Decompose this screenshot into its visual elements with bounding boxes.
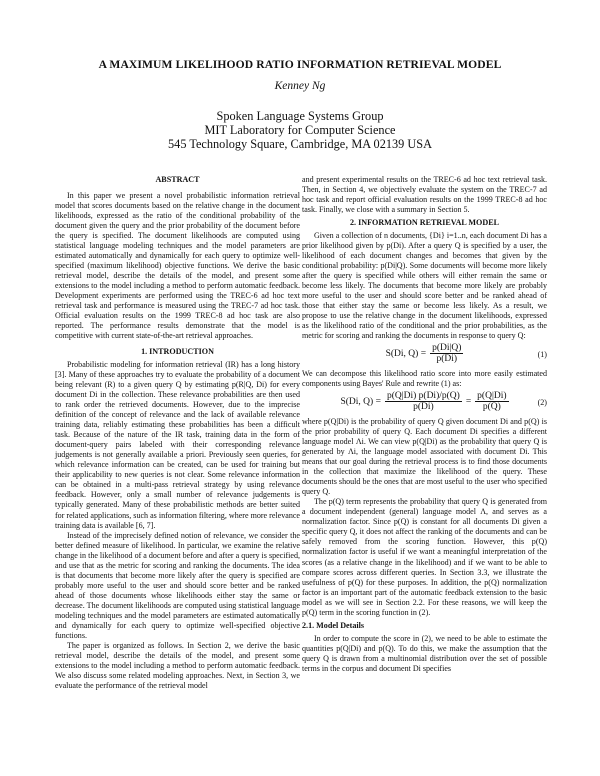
affiliation-line-3: 545 Technology Square, Cambridge, MA 02139 USA <box>168 137 432 151</box>
subsection-paragraph: In order to compute the score in (2), we need to be able to estimate the quantities p(Q|Di) and p(Q). To do this, we make the assumption that the query Q is drawn from a multinomial distribution over the set of possible terms in the corpus and document Di specifies <box>302 633 547 673</box>
eq2-lhs: S(Di, Q) = <box>340 396 381 407</box>
intro-paragraph-3: The paper is organized as follows. In Section 2, we derive the basic retrieval model, describe the details of the model, and present some extensions to the model including a method to perform automatic feedback. We also discuss some related modeling approaches. Next, in Section 3, we evaluate the performance of the retrieval model <box>55 640 300 690</box>
right-paragraph-0: and present experimental results on the TREC-6 ad hoc text retrieval task. Then, in Section 4, we objectively evaluate the system on the TREC-7 ad hoc task and report official evaluation results on the 1999 TREC-8 ad hoc task. Finally, we close with a summary in Section 5. <box>302 175 547 215</box>
subsection-heading: 2.1. Model Details <box>302 620 365 630</box>
equation-2 <box>302 389 547 417</box>
section2-paragraph-1: Given a collection of n documents, {Di} i=1..n, each document Di has a prior likelihood given by p(Di). After a query Q is specified by a user, the likelihood of each document changes and becomes that given by the conditional probability: p(Di|Q). Some documents will become more likely after the query is specified while others will either remain the same or become less likely. The documents that become more likely are probably more useful to the user and should score better and be ranked ahead of those that either stay the same or become less likely. As a result, we propose to use the relative change in the document likelihoods, expressed as the likelihood ratio of the conditional and the prior probabilities, as the metric for scoring and ranking the documents in response to query Q: <box>302 231 547 341</box>
section2-paragraph-2: We can decompose this likelihood ratio score into more easily estimated components using Bayes' Rule and rewrite (1) as: <box>302 369 547 389</box>
eq2-denominator-2: p(Q) <box>482 402 501 413</box>
eq2-fraction-1 <box>385 391 462 412</box>
intro-heading: 1. INTRODUCTION <box>141 347 214 357</box>
equation-1 <box>302 341 547 369</box>
affiliation-line-1: Spoken Language Systems Group <box>216 109 384 123</box>
paper-title: A MAXIMUM LIKELIHOOD RATIO INFORMATION RETRIEVAL MODEL <box>98 58 502 71</box>
eq1-fraction <box>430 343 463 364</box>
affiliation-line-2: MIT Laboratory for Computer Science <box>204 123 396 137</box>
eq2-denominator-1: p(Di) <box>413 402 434 413</box>
abstract-heading: ABSTRACT <box>155 175 200 184</box>
author-name: Kenney Ng <box>274 80 326 92</box>
eq2-equals: = <box>465 396 472 407</box>
eq2-numerator-2: p(Q|Di) <box>477 391 507 402</box>
eq1-lhs: S(Di, Q) = <box>385 348 427 359</box>
section2-paragraph-3: where p(Q|Di) is the probability of query Q given document Di and p(Q) is the prior probability of query Q. Each document Di specifies a different language model Λi. We can view p(Q|Di) as the probability that query Q is generated by Λi, the language model associated with document Di. This means that our goal during the retrieval process is to find those documents in the collection that maximize the likelihood of the query. These documents should be the ones that are most useful to the user who specified query Q. <box>302 417 547 497</box>
section2-paragraph-4: The p(Q) term represents the probability that query Q is generated from a document independent (general) language model Λ, and serves as a normalization factor. Since p(Q) is constant for all documents Di given a specific query Q, it does not affect the ranking of the documents and can be safely removed from the scoring function. However, this p(Q) normalization factor is useful if we want a meaningful interpretation of the scores (as a relative change in the likelihood) and if we want to be able to compare scores across different queries. In Section 3.3, we illustrate the usefulness of p(Q) for these purposes. In addition, the p(Q) normalization factor is an important part of the automatic feedback extension to the basic model as we will see in Section 2.2. For these reasons, we will keep the p(Q) term in the scoring function in (2). <box>302 497 547 617</box>
intro-paragraph-2: Instead of the imprecisely defined notion of relevance, we consider the better defined measure of likelihood. In particular, we examine the relative change in the likelihood of a document before and after a query is specified, and use that as the metric for scoring and ranking the documents. The idea is that documents that become more likely after the query is specified are probably more useful to the user and should score better and be ranked ahead of those documents whose likelihoods either stay the same or decrease. The document likelihoods are computed using statistical language modeling techniques and the model parameters are estimated automatically and dynamically for each query to optimize well-specified objective functions. <box>55 530 300 640</box>
intro-paragraph-1: Probabilistic modeling for information retrieval (IR) has a long history [3]. Many of these approaches try to evaluate the probability of a document being relevant (R) to a given query Q by estimating p(R|Q, Di) for every document Di in the collection. These relevance probabilities are then used to rank order the retrieved documents. However, due to the imprecise definition of the concept of relevance and the lack of available relevance training data, reliably estimating these probabilities has been a difficult task. Because of the nature of the IR task, training data in the form of document-query pairs labeled with their corresponding relevance judgements is not generally available a priori. Previously seen queries, for which relevance information can be created, can be used for training but their applicability to new queries is not clear. Some relevance information can be obtained in a multi-pass retrieval strategy by using relevance feedback. However, only a small number of relevance judgements is typically generated. Many of these probabilistic methods are better suited for related applications, such as information filtering, where more relevance training data is available [6, 7]. <box>55 360 300 530</box>
abstract-text: In this paper we present a novel probabilistic information retrieval model that scores documents based on the relative change in the document likelihoods, expressed as the ratio of the conditional probability of the document given the query and the prior probability of the document before the query is specified. The document likelihoods are computed using statistical language modeling techniques and the model parameters are estimated automatically and dynamically for each query to optimize well-specified (maximum likelihood) objective functions. We derive the basic retrieval model, describe the details of the model, and present some extensions to the model including a method to perform automatic feedback. Development experiments are performed using the TREC-6 ad hoc text retrieval task and performance is measured using the TREC-7 ad hoc task. Official evaluation results on the 1999 TREC-8 ad hoc task are also reported. The performance results demonstrate that the model is competitive with current state-of-the-art retrieval approaches. <box>55 191 300 341</box>
right-column <box>302 175 547 674</box>
eq2-numerator-1: p(Q|Di) p(Di)/p(Q) <box>386 391 460 402</box>
section2-heading: 2. INFORMATION RETRIEVAL MODEL <box>349 218 499 228</box>
eq2-label: (2) <box>537 398 547 408</box>
eq2-fraction-2 <box>475 391 508 412</box>
eq1-denominator: p(Di) <box>436 354 458 365</box>
left-column <box>55 175 300 691</box>
eq1-label: (1) <box>537 350 547 360</box>
eq1-numerator: p(Di|Q) <box>432 343 462 354</box>
